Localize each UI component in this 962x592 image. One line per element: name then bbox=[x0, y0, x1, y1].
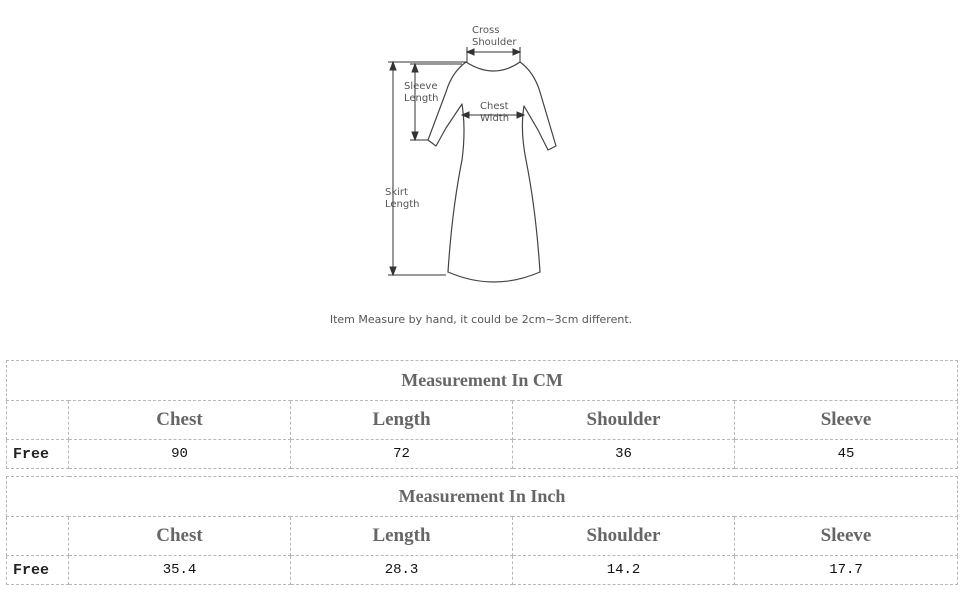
sleeve-length-label-line2: Length bbox=[404, 93, 439, 104]
header-empty-cell bbox=[7, 517, 69, 556]
row-label-free: Free bbox=[7, 556, 69, 585]
value-length: 72 bbox=[291, 440, 513, 469]
value-chest: 90 bbox=[69, 440, 291, 469]
value-shoulder: 36 bbox=[513, 440, 735, 469]
table-title: Measurement In CM bbox=[7, 361, 958, 401]
header-sleeve: Sleeve bbox=[735, 517, 958, 556]
cross-shoulder-label-line2: Shoulder bbox=[472, 37, 517, 48]
size-table-cm bbox=[6, 360, 958, 469]
chest-width-label-line2: Width bbox=[480, 113, 510, 124]
header-length: Length bbox=[291, 401, 513, 440]
dress-outline bbox=[428, 62, 556, 282]
table-row bbox=[7, 556, 958, 585]
sleeve-length-label-line1: Sleeve bbox=[404, 81, 438, 92]
table-title: Measurement In Inch bbox=[7, 477, 958, 517]
skirt-length-label-line2: Length bbox=[385, 199, 420, 210]
value-chest: 35.4 bbox=[69, 556, 291, 585]
value-sleeve: 45 bbox=[735, 440, 958, 469]
value-sleeve: 17.7 bbox=[735, 556, 958, 585]
header-chest: Chest bbox=[69, 517, 291, 556]
header-sleeve: Sleeve bbox=[735, 401, 958, 440]
size-table-inch bbox=[6, 476, 958, 585]
header-empty-cell bbox=[7, 401, 69, 440]
value-length: 28.3 bbox=[291, 556, 513, 585]
header-length: Length bbox=[291, 517, 513, 556]
skirt-length-label-line1: Skirt bbox=[385, 187, 408, 198]
measure-note: Item Measure by hand, it could be 2cm~3cm different. bbox=[329, 313, 633, 326]
chest-width-label-line1: Chest bbox=[480, 101, 509, 112]
header-shoulder: Shoulder bbox=[513, 517, 735, 556]
header-chest: Chest bbox=[69, 401, 291, 440]
value-shoulder: 14.2 bbox=[513, 556, 735, 585]
header-shoulder: Shoulder bbox=[513, 401, 735, 440]
table-row bbox=[7, 440, 958, 469]
cross-shoulder-label-line1: Cross bbox=[472, 25, 500, 36]
row-label-free: Free bbox=[7, 440, 69, 469]
